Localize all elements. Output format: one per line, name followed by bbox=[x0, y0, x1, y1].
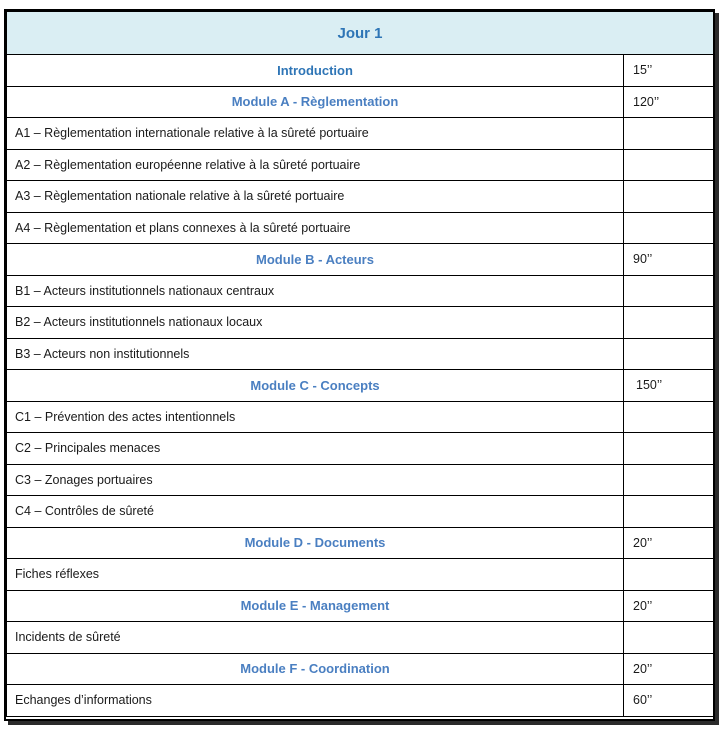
item-row bbox=[7, 464, 714, 496]
module-row bbox=[7, 244, 714, 276]
item-row bbox=[7, 622, 714, 654]
module-row bbox=[7, 370, 714, 402]
schedule-table bbox=[6, 11, 714, 717]
row-duration: 150’’ bbox=[624, 370, 714, 402]
row-duration bbox=[624, 401, 714, 433]
row-label: A3 – Règlementation nationale relative à la sûreté portuaire bbox=[7, 181, 624, 213]
item-row bbox=[7, 181, 714, 213]
item-row bbox=[7, 433, 714, 465]
row-label: C1 – Prévention des actes intentionnels bbox=[7, 401, 624, 433]
row-label: Module A - Règlementation bbox=[7, 86, 624, 118]
row-label: Module C - Concepts bbox=[7, 370, 624, 402]
row-label: C2 – Principales menaces bbox=[7, 433, 624, 465]
row-duration: 90’’ bbox=[624, 244, 714, 276]
row-duration bbox=[624, 181, 714, 213]
item-row bbox=[7, 338, 714, 370]
row-duration bbox=[624, 559, 714, 591]
row-label: A1 – Règlementation internationale relative à la sûreté portuaire bbox=[7, 118, 624, 150]
row-duration bbox=[624, 433, 714, 465]
row-label: Incidents de sûreté bbox=[7, 622, 624, 654]
row-label: Echanges d’informations bbox=[7, 685, 624, 717]
row-duration bbox=[624, 307, 714, 339]
module-row bbox=[7, 653, 714, 685]
row-duration bbox=[624, 118, 714, 150]
intro-row bbox=[7, 55, 714, 87]
item-row bbox=[7, 149, 714, 181]
module-row bbox=[7, 86, 714, 118]
row-duration bbox=[624, 149, 714, 181]
row-label: C4 – Contrôles de sûreté bbox=[7, 496, 624, 528]
row-label: B1 – Acteurs institutionnels nationaux centraux bbox=[7, 275, 624, 307]
row-duration bbox=[624, 275, 714, 307]
row-label: Module F - Coordination bbox=[7, 653, 624, 685]
row-duration: 60’’ bbox=[624, 685, 714, 717]
row-label: C3 – Zonages portuaires bbox=[7, 464, 624, 496]
row-label: B2 – Acteurs institutionnels nationaux locaux bbox=[7, 307, 624, 339]
row-duration bbox=[624, 622, 714, 654]
item-row bbox=[7, 401, 714, 433]
table-header-row bbox=[7, 12, 714, 55]
item-row bbox=[7, 685, 714, 717]
row-label: B3 – Acteurs non institutionnels bbox=[7, 338, 624, 370]
item-row bbox=[7, 118, 714, 150]
day-title: Jour 1 bbox=[7, 12, 714, 55]
row-label: Introduction bbox=[7, 55, 624, 87]
row-label: Module E - Management bbox=[7, 590, 624, 622]
row-duration bbox=[624, 464, 714, 496]
row-label: Module B - Acteurs bbox=[7, 244, 624, 276]
row-duration: 15’’ bbox=[624, 55, 714, 87]
row-duration bbox=[624, 212, 714, 244]
schedule-frame bbox=[4, 9, 715, 721]
row-duration: 120’’ bbox=[624, 86, 714, 118]
row-duration: 20’’ bbox=[624, 653, 714, 685]
item-row bbox=[7, 275, 714, 307]
item-row bbox=[7, 307, 714, 339]
row-duration bbox=[624, 496, 714, 528]
row-duration: 20’’ bbox=[624, 527, 714, 559]
item-row bbox=[7, 559, 714, 591]
item-row bbox=[7, 496, 714, 528]
module-row bbox=[7, 527, 714, 559]
row-duration: 20’’ bbox=[624, 590, 714, 622]
row-label: Fiches réflexes bbox=[7, 559, 624, 591]
row-label: A4 – Règlementation et plans connexes à la sûreté portuaire bbox=[7, 212, 624, 244]
row-label: A2 – Règlementation européenne relative à la sûreté portuaire bbox=[7, 149, 624, 181]
item-row bbox=[7, 212, 714, 244]
module-row bbox=[7, 590, 714, 622]
row-label: Module D - Documents bbox=[7, 527, 624, 559]
row-duration bbox=[624, 338, 714, 370]
